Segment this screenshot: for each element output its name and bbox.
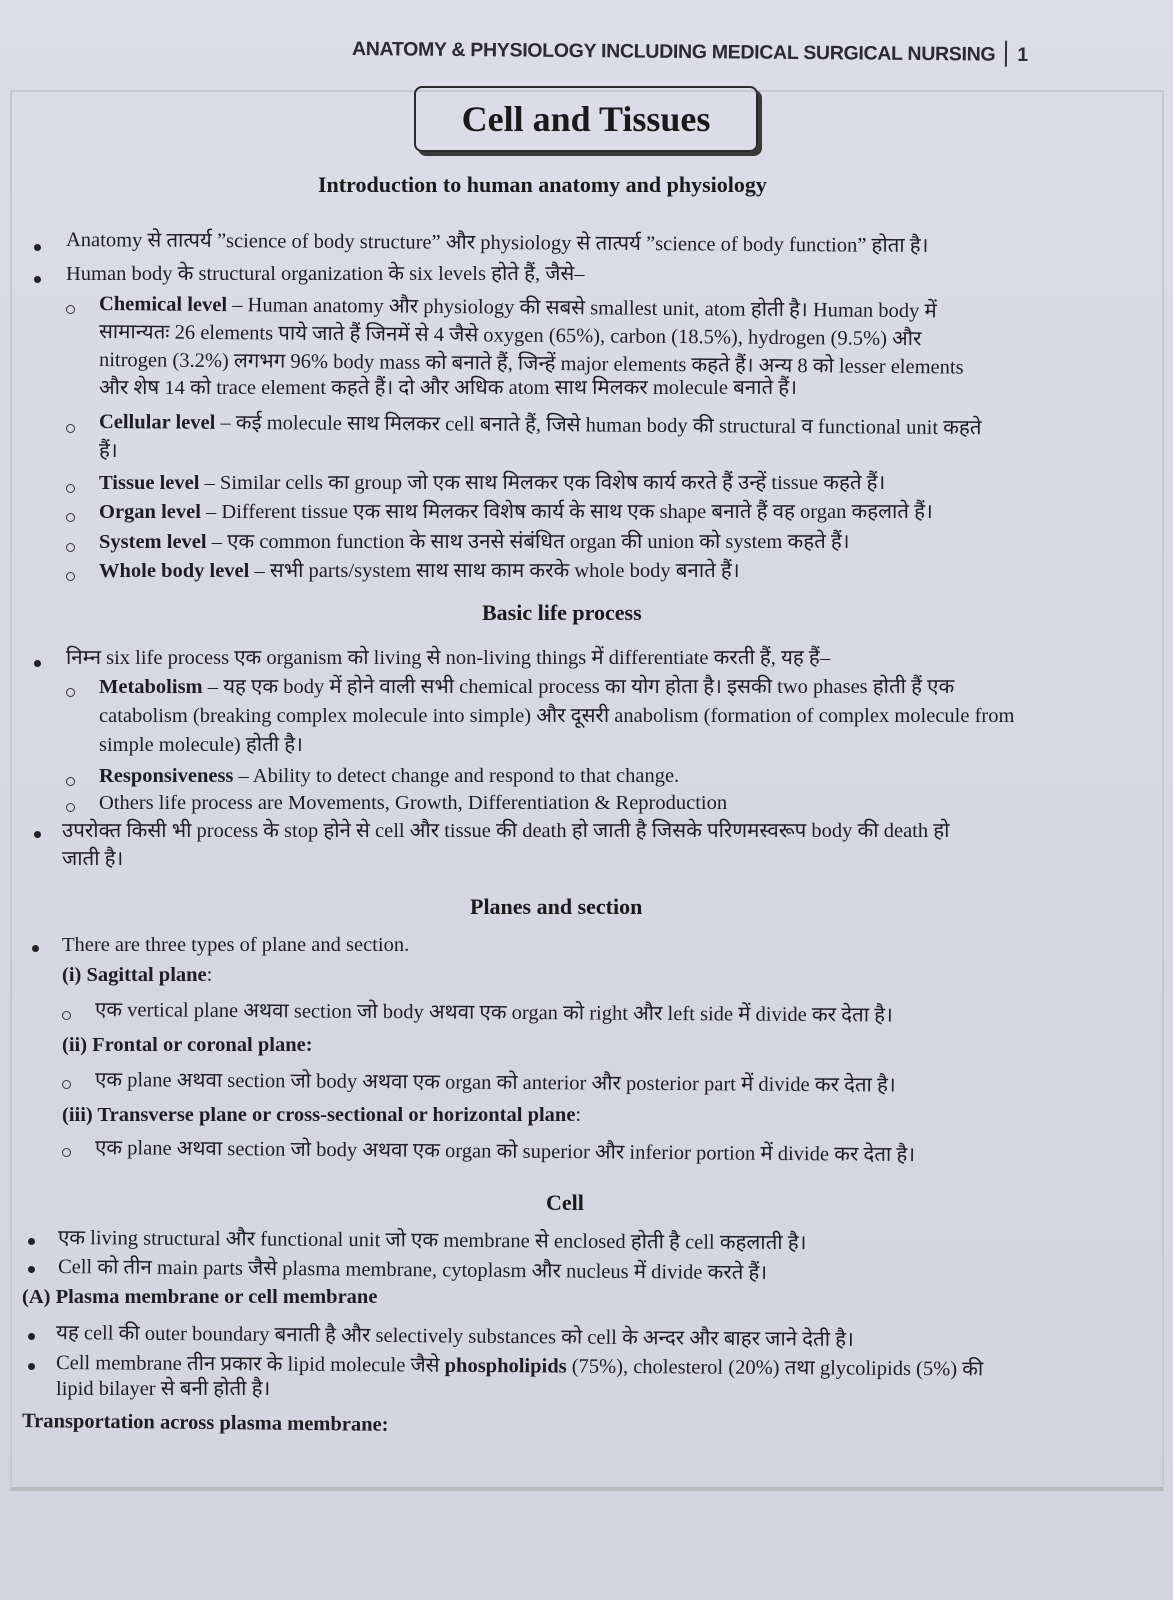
planes-intro: There are three types of plane and section. bbox=[62, 934, 410, 956]
bullet-icon bbox=[34, 244, 41, 251]
responsiveness: Responsiveness – Ability to detect change and respond to that change. bbox=[99, 765, 680, 787]
level-chemical-line-1: Chemical level – Human anatomy और physiology की सबसे smallest unit, atom होती है। Human body में bbox=[98, 293, 937, 323]
circle-bullet-icon bbox=[66, 688, 75, 697]
plane-frontal-label: (ii) Frontal or coronal plane: bbox=[62, 1034, 313, 1056]
section-heading-planes: Planes and section bbox=[470, 894, 643, 919]
page-number: 1 bbox=[1017, 43, 1028, 66]
level-cellular-line-2: हैं। bbox=[99, 440, 118, 462]
membrane-bullet-2-line-1: Cell membrane तीन प्रकार के lipid molecule जैसे phospholipids (75%), cholesterol (20%) तथा glycolipids (5%) की bbox=[55, 1352, 984, 1381]
section-heading-life-process: Basic life process bbox=[482, 600, 642, 625]
circle-bullet-icon bbox=[66, 777, 75, 786]
section-heading-cell: Cell bbox=[546, 1190, 584, 1215]
level-chemical-line-4: और शेष 14 को trace element कहते हैं। दो और अधिक atom साथ मिलकर molecule बनाते हैं। bbox=[99, 377, 797, 399]
section-heading-intro: Introduction to human anatomy and physiology bbox=[318, 172, 767, 197]
intro-bullet-1: Anatomy से तात्पर्य ”science of body structure” और physiology से तात्पर्य ”science of body function” होता है। bbox=[65, 228, 929, 258]
chapter-title: Cell and Tissues bbox=[461, 99, 711, 139]
plane-sagittal-label: (i) Sagittal plane: bbox=[62, 964, 213, 986]
membrane-bullet-2-line-2: lipid bilayer से बनी होती है। bbox=[56, 1378, 271, 1400]
life-process-bullet-1: निम्न six life process एक organism को living से non-living things में differentiate करती हैं, यह हैं– bbox=[66, 647, 831, 669]
running-header bbox=[352, 35, 1028, 67]
bullet-icon bbox=[34, 660, 41, 667]
membrane-bullet-1: यह cell की outer boundary बनाती है और selectively substances को cell के अन्दर और बाहर जाने देती है। bbox=[55, 1322, 854, 1351]
bullet-icon bbox=[32, 945, 39, 952]
header-divider bbox=[1005, 41, 1007, 67]
circle-bullet-icon bbox=[62, 1080, 71, 1089]
cell-bullet-2: Cell को तीन main parts जैसे plasma membrane, cytoplasm और nucleus में divide करते हैं। bbox=[57, 1256, 768, 1285]
level-chemical-line-3: nitrogen (3.2%) लगभग 96% body mass को बनाते हैं, जिन्हें major elements कहते हैं। अन्य 8 को lesser elements bbox=[98, 349, 964, 379]
other-life-processes: Others life process are Movements, Growth, Differentiation & Reproduction bbox=[99, 792, 728, 814]
bullet-icon bbox=[28, 1363, 35, 1370]
intro-bullet-2: Human body के structural organization के six levels होते हैं, जैसे– bbox=[66, 263, 585, 285]
chapter-title-box bbox=[414, 86, 758, 152]
level-tissue: Tissue level – Similar cells का group जो एक साथ मिलकर एक विशेष कार्य करते हैं उन्हें tissue कहते हैं। bbox=[99, 472, 886, 494]
subheading-transportation: Transportation across plasma membrane: bbox=[21, 1410, 389, 1436]
metabolism-line-1: Metabolism – यह एक body में होने वाली सभी chemical process का योग होता है। इसकी two phases होती हैं एक bbox=[99, 676, 955, 698]
level-system: System level – एक common function के साथ उनसे संबंधित organ की union को system कहते हैं। bbox=[99, 531, 850, 553]
circle-bullet-icon bbox=[66, 424, 75, 433]
bullet-icon bbox=[28, 1238, 35, 1245]
circle-bullet-icon bbox=[62, 1011, 71, 1020]
level-organ: Organ level – Different tissue एक साथ मिलकर विशेष कार्य के साथ एक shape बनाते हैं वह organ कहलाते हैं। bbox=[99, 501, 933, 523]
circle-bullet-icon bbox=[66, 572, 75, 581]
bullet-icon bbox=[34, 276, 41, 283]
circle-bullet-icon bbox=[66, 484, 75, 493]
bullet-icon bbox=[28, 1266, 35, 1273]
metabolism-line-3: simple molecule) होती है। bbox=[99, 734, 303, 756]
cell-bullet-1: एक living structural और functional unit जो एक membrane से enclosed होती है cell कहलाती है। bbox=[57, 1227, 807, 1255]
running-title: ANATOMY & PHYSIOLOGY INCLUDING MEDICAL SURGICAL NURSING bbox=[351, 38, 996, 66]
circle-bullet-icon bbox=[66, 305, 75, 314]
plane-sagittal-desc: एक vertical plane अथवा section जो body अथवा एक organ को right और left side में divide कर देता है। bbox=[94, 999, 893, 1027]
circle-bullet-icon bbox=[66, 803, 75, 812]
metabolism-line-2: catabolism (breaking complex molecule into simple) और दूसरी anabolism (formation of complex molecule from bbox=[99, 705, 1015, 727]
bullet-icon bbox=[34, 831, 41, 838]
level-chemical-line-2: सामान्यतः 26 elements पाये जाते हैं जिनमें से 4 जैसे oxygen (65%), carbon (18.5%), hydrogen (9.5%) और bbox=[98, 321, 922, 351]
circle-bullet-icon bbox=[66, 543, 75, 552]
level-cellular-line-1: Cellular level – कई molecule साथ मिलकर cell बनाते हैं, जिसे human body की structural व functional unit कहते bbox=[98, 411, 982, 440]
plane-frontal-desc: एक plane अथवा section जो body अथवा एक organ को anterior और posterior part में divide कर देता है। bbox=[94, 1069, 896, 1097]
plane-transverse-label: (iii) Transverse plane or cross-sectional or horizontal plane: bbox=[62, 1104, 582, 1126]
subheading-plasma-membrane: (A) Plasma membrane or cell membrane bbox=[22, 1286, 378, 1308]
circle-bullet-icon bbox=[62, 1148, 71, 1157]
plane-transverse-desc: एक plane अथवा section जो body अथवा एक organ को superior और inferior portion में divide कर देता है। bbox=[94, 1137, 916, 1167]
level-whole-body: Whole body level – सभी parts/system साथ साथ काम करके whole body बनाते हैं। bbox=[99, 560, 740, 582]
bullet-icon bbox=[28, 1333, 35, 1340]
life-process-bullet-2-line-2: जाती है। bbox=[62, 848, 124, 870]
circle-bullet-icon bbox=[66, 513, 75, 522]
life-process-bullet-2-line-1: उपरोक्त किसी भी process के stop होने से cell और tissue की death हो जाती है जिसके परिणमस्वरूप body की death हो bbox=[62, 820, 950, 842]
